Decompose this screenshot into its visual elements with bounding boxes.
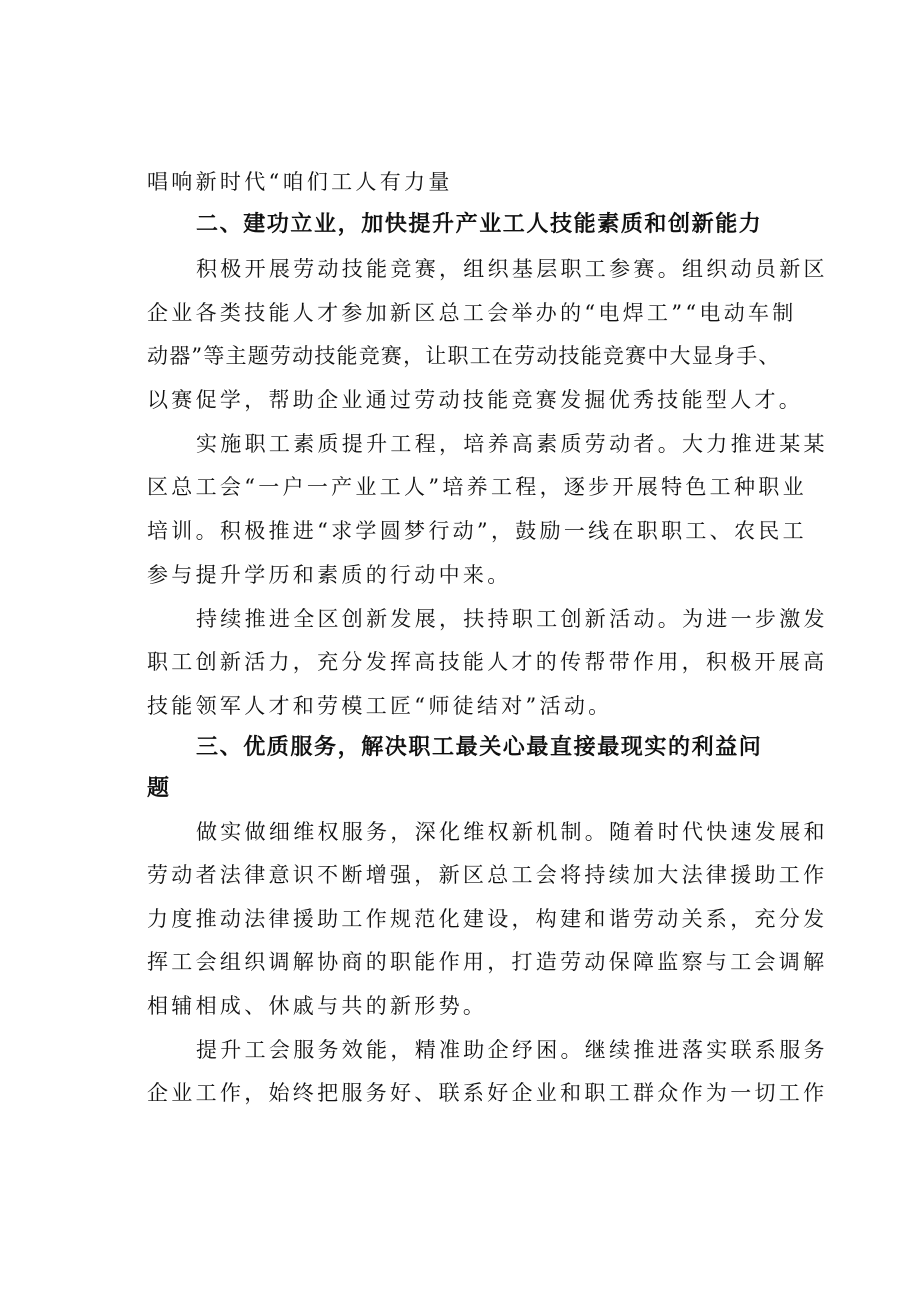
text-line: 企业工作，始终把服务好、联系好企业和职工群众作为一切工作 bbox=[147, 1081, 828, 1105]
text-line: 挥工会组织调解协商的职能作用，打造劳动保障监察与工会调解 bbox=[147, 950, 828, 974]
text-line: 培训。积极推进“求学圆梦行动”，鼓励一线在职职工、农民工 bbox=[147, 519, 807, 543]
text-line: 积极开展劳动技能竞赛，组织基层职工参赛。组织动员新区 bbox=[196, 257, 828, 281]
section-heading-3-continued: 题 bbox=[147, 776, 171, 801]
text-line: 提升工会服务效能，精准助企纾困。继续推进落实联系服务 bbox=[196, 1038, 828, 1062]
text-line: 力度推动法律援助工作规范化建设，构建和谐劳动关系，充分发 bbox=[147, 907, 828, 931]
text-line: 相辅相成、休戚与共的新形势。 bbox=[147, 994, 488, 1018]
section-heading-2: 二、建功立业，加快提升产业工人技能素质和创新能力 bbox=[196, 212, 763, 237]
text-line: 动器”等主题劳动技能竞赛，让职工在劳动技能竞赛中大显身手、 bbox=[147, 344, 781, 368]
text-line: 以赛促学，帮助企业通过劳动技能竞赛发掘优秀技能型人才。 bbox=[147, 388, 804, 412]
text-line: 做实做细维权服务，深化维权新机制。随着时代快速发展和 bbox=[196, 820, 828, 844]
text-line: 技能领军人才和劳模工匠“师徒结对”活动。 bbox=[147, 694, 613, 718]
text-line: 区总工会“一户一产业工人”培养工程，逐步开展特色工种职业 bbox=[147, 475, 807, 499]
text-line: 职工创新活力，充分发挥高技能人才的传帮带作用，积极开展高 bbox=[147, 650, 828, 674]
text-line: 唱响新时代“咱们工人有力量 bbox=[147, 170, 453, 194]
text-line: 参与提升学历和素质的行动中来。 bbox=[147, 563, 512, 587]
text-line: 企业各类技能人才参加新区总工会举办的“电焊工”“电动车制 bbox=[147, 301, 797, 325]
text-line: 持续推进全区创新发展，扶持职工创新活动。为进一步激发 bbox=[196, 607, 828, 631]
section-heading-3: 三、优质服务，解决职工最关心最直接最现实的利益问 bbox=[196, 735, 763, 760]
text-line: 劳动者法律意识不断增强，新区总工会将持续加大法律援助工作 bbox=[147, 863, 828, 887]
text-line: 实施职工素质提升工程，培养高素质劳动者。大力推进某某 bbox=[196, 432, 828, 456]
